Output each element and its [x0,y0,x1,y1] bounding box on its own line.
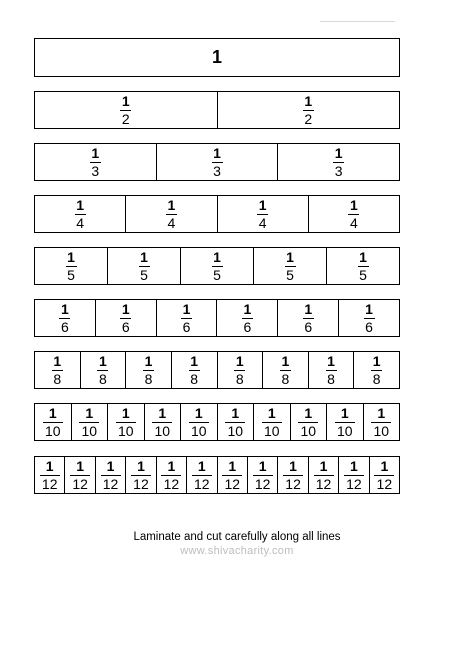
fraction-label [59,302,70,335]
top-rule-line [320,21,395,22]
fraction-denominator: 10 [154,422,171,439]
fraction-denominator: 10 [336,422,353,439]
fraction-numerator: 1 [45,457,54,474]
fraction-numerator: 1 [289,457,297,474]
fraction-cell [363,404,400,440]
fraction-denominator: 12 [102,475,119,492]
fraction-numerator: 1 [106,457,115,474]
fraction-label [161,459,181,492]
fraction-label [374,459,394,492]
fraction-label [120,94,131,127]
fraction-numerator: 1 [190,352,199,369]
fraction-label [364,302,375,335]
fraction-denominator: 2 [304,110,313,127]
fraction-denominator: 5 [140,266,148,283]
cutting-instruction: Laminate and cut carefully along all lines [133,531,341,543]
fraction-numerator: 1 [99,352,107,369]
fraction-denominator: 6 [61,318,69,335]
fraction-label [139,250,150,283]
fraction-denominator: 3 [334,162,343,179]
fraction-denominator: 2 [121,110,130,127]
fraction-numerator: 1 [349,196,358,213]
fraction-cell [125,196,216,232]
fraction-numerator: 1 [228,457,237,474]
fraction-denominator: 12 [346,475,362,492]
fraction-cell [35,248,107,284]
fraction-numerator: 1 [121,92,130,109]
fraction-cell [35,144,156,180]
fraction-denominator: 12 [163,475,180,492]
fraction-label [242,302,253,335]
fraction-label [152,406,172,439]
fraction-cell [247,457,277,493]
fraction-cell [156,457,186,493]
fraction-numerator: 1 [365,300,373,317]
whole-strip [34,38,400,77]
fraction-cell [180,404,217,440]
fraction-cell [186,457,216,493]
fraction-cell [308,196,399,232]
fraction-numerator: 1 [304,92,313,109]
fraction-strip-8ths [34,351,400,389]
fraction-numerator: 1 [372,352,381,369]
fraction-denominator: 10 [81,422,98,439]
fraction-numerator: 1 [213,248,221,265]
fraction-denominator: 10 [263,422,280,439]
fraction-numerator: 1 [144,352,153,369]
fraction-label [303,302,314,335]
fraction-denominator: 8 [144,370,153,387]
fraction-cell [217,92,400,128]
fraction-cell [64,457,94,493]
fraction-label [75,198,86,231]
fraction-denominator: 3 [213,162,221,179]
fraction-label [326,354,337,387]
fraction-numerator: 1 [359,248,367,265]
fraction-strip-5ths [34,247,400,285]
fraction-cell [217,196,308,232]
fraction-cell [217,457,247,493]
fraction-numerator: 1 [350,457,358,474]
fraction-numerator: 1 [377,404,386,421]
fraction-cell [180,248,253,284]
fraction-denominator: 6 [304,318,313,335]
fraction-cell [308,352,354,388]
fraction-label [189,354,200,387]
fraction-cell [95,300,156,336]
fraction-numerator: 1 [213,144,221,161]
fraction-cell [35,352,80,388]
fraction-cell [171,352,217,388]
fraction-denominator: 12 [41,475,58,492]
fraction-cell [353,352,399,388]
website-watermark: www.shivacharity.com [180,545,294,557]
fraction-label [333,146,344,179]
fraction-cell [35,196,125,232]
fraction-numerator: 1 [91,144,100,161]
fraction-denominator: 8 [372,370,381,387]
fraction-cell [35,404,71,440]
fraction-cell [35,300,95,336]
fraction-numerator: 1 [304,404,313,421]
fraction-denominator: 4 [349,214,358,231]
fraction-strip-3ths [34,143,400,181]
fraction-denominator: 4 [258,214,267,231]
fraction-label [43,406,63,439]
fraction-label [303,94,314,127]
fraction-cell [217,404,254,440]
fraction-numerator: 1 [334,144,343,161]
fraction-label [283,459,303,492]
fraction-cell [35,457,64,493]
fraction-denominator: 10 [117,422,134,439]
fraction-numerator: 1 [319,457,328,474]
fraction-label [225,406,245,439]
fraction-numerator: 1 [258,457,267,474]
fraction-numerator: 1 [340,404,349,421]
fraction-denominator: 6 [121,318,130,335]
fraction-numerator: 1 [235,352,244,369]
fraction-cell [156,144,278,180]
fraction-denominator: 8 [281,370,290,387]
fraction-cell [338,300,399,336]
fraction-numerator: 1 [140,248,148,265]
fraction-cell [253,404,290,440]
fraction-label [70,459,90,492]
fraction-numerator: 1 [53,352,62,369]
fraction-cell [80,352,126,388]
fraction-label [166,198,177,231]
fraction-cell [35,92,217,128]
fraction-numerator: 1 [158,404,167,421]
fraction-label [40,459,60,492]
fraction-numerator: 1 [258,196,267,213]
fraction-cell [326,404,363,440]
fraction-numerator: 1 [267,404,276,421]
fraction-denominator: 12 [315,475,332,492]
fraction-denominator: 8 [327,370,335,387]
fraction-denominator: 12 [194,475,210,492]
fraction-denominator: 8 [190,370,199,387]
fraction-denominator: 8 [53,370,62,387]
fraction-cell [125,457,155,493]
fraction-denominator: 10 [373,422,390,439]
fraction-label [262,406,282,439]
fraction-denominator: 3 [91,162,100,179]
fraction-numerator: 1 [182,300,191,317]
fraction-label [52,354,63,387]
fraction-denominator: 10 [227,422,244,439]
fraction-label [97,354,108,387]
fraction-label [371,406,391,439]
fraction-numerator: 1 [76,196,85,213]
fraction-label [66,250,77,283]
fraction-label [314,459,334,492]
fraction-cell [156,300,217,336]
fraction-cell [95,457,125,493]
fraction-cell [144,404,181,440]
fraction-label [298,406,318,439]
fraction-label [222,459,242,492]
fraction-denominator: 8 [235,370,244,387]
fraction-cell [290,404,327,440]
fraction-denominator: 5 [359,266,367,283]
fraction-cell [217,352,263,388]
fraction-denominator: 12 [72,475,88,492]
fraction-denominator: 10 [300,422,317,439]
fraction-denominator: 5 [286,266,294,283]
fraction-label [181,302,192,335]
fraction-label [348,198,359,231]
fraction-cell [277,144,399,180]
fraction-label [257,198,268,231]
fraction-label [101,459,121,492]
fraction-numerator: 1 [304,300,313,317]
fraction-denominator: 12 [285,475,301,492]
fraction-denominator: 10 [190,422,207,439]
fraction-denominator: 6 [365,318,373,335]
fraction-label [212,250,223,283]
fraction-denominator: 4 [76,214,85,231]
fraction-label [120,302,131,335]
fraction-numerator: 1 [286,248,294,265]
fraction-denominator: 12 [224,475,241,492]
fraction-label [344,459,364,492]
fraction-numerator: 1 [167,196,176,213]
fraction-label [234,354,245,387]
fraction-numerator: 1 [194,404,203,421]
fraction-cell [369,457,399,493]
fraction-denominator: 8 [99,370,107,387]
fraction-denominator: 12 [376,475,393,492]
fraction-denominator: 4 [167,214,176,231]
fraction-denominator: 12 [254,475,271,492]
fraction-cell [125,352,171,388]
fraction-denominator: 5 [67,266,75,283]
fraction-numerator: 1 [231,404,240,421]
fraction-cell [277,300,338,336]
fraction-label [189,406,209,439]
fraction-denominator: 12 [133,475,149,492]
fraction-label [253,459,273,492]
fraction-label [90,146,101,179]
fraction-label [116,406,136,439]
fraction-numerator: 1 [137,457,145,474]
fraction-cell [107,248,180,284]
fraction-numerator: 1 [167,457,176,474]
fraction-numerator: 1 [61,300,69,317]
fraction-numerator: 1 [121,404,130,421]
fraction-label [335,406,355,439]
fraction-cell [262,352,308,388]
fraction-strip-4ths [34,195,400,233]
whole-label: 1 [211,47,222,67]
fraction-numerator: 1 [121,300,130,317]
fraction-numerator: 1 [85,404,94,421]
fraction-label [280,354,291,387]
fraction-label [371,354,382,387]
fraction-cell [326,248,399,284]
fraction-numerator: 1 [281,352,290,369]
fraction-numerator: 1 [243,300,252,317]
fraction-denominator: 6 [182,318,191,335]
fraction-label [143,354,154,387]
fraction-label [285,250,296,283]
fraction-cell [308,457,338,493]
fraction-label [192,459,212,492]
fraction-strip-12ths [34,456,400,494]
fraction-denominator: 10 [44,422,61,439]
fraction-denominator: 6 [243,318,252,335]
fraction-numerator: 1 [380,457,389,474]
fraction-label [358,250,369,283]
fraction-numerator: 1 [48,404,57,421]
fraction-strip-10ths [34,403,400,441]
fraction-numerator: 1 [67,248,75,265]
whole-cell [35,39,399,76]
fraction-strip-6ths [34,299,400,337]
fraction-cell [107,404,144,440]
fraction-cell [277,457,307,493]
fraction-numerator: 1 [197,457,206,474]
fraction-label [212,146,223,179]
fraction-numerator: 1 [76,457,85,474]
fraction-cell [216,300,277,336]
fraction-label [79,406,99,439]
fraction-label [131,459,151,492]
fraction-strip-2ths [34,91,400,129]
fraction-cell [253,248,326,284]
fraction-numerator: 1 [327,352,335,369]
fraction-cell [71,404,108,440]
fraction-cell [338,457,368,493]
fraction-denominator: 5 [213,266,221,283]
